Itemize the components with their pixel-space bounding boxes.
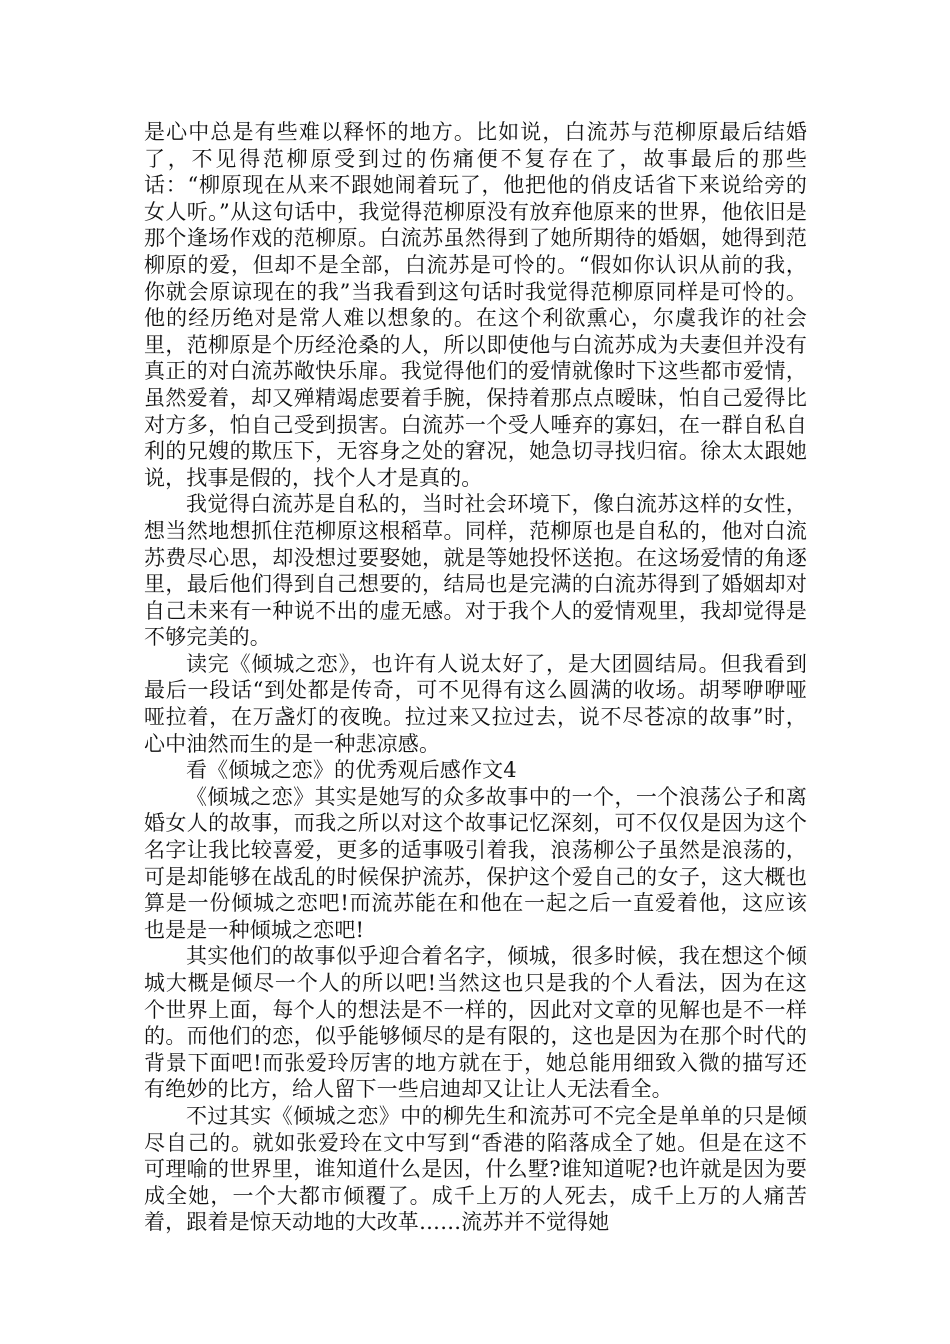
section-heading: 看《倾城之恋》的优秀观后感作文4	[186, 758, 517, 783]
paragraph-2: 我觉得白流苏是自私的，当时社会环境下，像白流苏这样的女性，想当然地想抓住范柳原这根稻草。同样，范柳原也是自私的，他对白流苏费尽心思，却没想过要娶她，就是等她投怀送抱。在这场爱情的角逐里，最后他们得到自己想要的，结局也是完满的白流苏得到了婚姻却对自己未来有一种说不出的虚无感。对于我个人的爱情观里，我却觉得是不够完美的。	[144, 492, 807, 650]
paragraph-3: 读完《倾城之恋》，也许有人说太好了，是大团圆结局。但我看到最后一段话“到处都是传奇，可不见得有这么圆满的收场。胡琴咿咿哑哑拉着，在万盏灯的夜晚。拉过来又拉过去，说不尽苍凉的故事”时，心中油然而生的是一种悲凉感。	[144, 651, 807, 756]
paragraph-6: 不过其实《倾城之恋》中的柳先生和流苏可不完全是单单的只是倾尽自己的。就如张爱玲在文中写到“香港的陷落成全了她。但是在这不可理喻的世界里，谁知道什么是因，什么墅?谁知道呢?也许就是因为要成全她，一个大都市倾覆了。成千上万的人死去，成千上万的人痛苦着，跟着是惊天动地的大改革……流苏并不觉得她	[144, 1103, 807, 1235]
document-body	[144, 119, 807, 1236]
paragraph-5: 其实他们的故事似乎迎合着名字，倾城，很多时候，我在想这个倾城大概是倾尽一个人的所以吧!当然这也只是我的个人看法，因为在这个世界上面，每个人的想法是不一样的，因此对文章的见解也是不一样的。而他们的恋，似乎能够倾尽的是有限的，这也是因为在那个时代的背景下面吧!而张爱玲厉害的地方就在于，她总能用细致入微的描写还有绝妙的比方，给人留下一些启迪却又让让人无法看全。	[144, 944, 807, 1102]
paragraph-1: 是心中总是有些难以释怀的地方。比如说，白流苏与范柳原最后结婚了，不见得范柳原受到过的伤痛便不复存在了，故事最后的那些话：“柳原现在从来不跟她闹着玩了，他把他的俏皮话省下来说给旁的女人听。”从这句话中，我觉得范柳原没有放弃他原来的世界，他依旧是那个逢场作戏的范柳原。白流苏虽然得到了她所期待的婚姻，她得到范柳原的爱，但却不是全部，白流苏是可怜的。“假如你认识从前的我，你就会原谅现在的我”当我看到这句话时我觉得范柳原同样是可怜的。他的经历绝对是常人难以想象的。在这个利欲熏心，尔虞我诈的社会里，范柳原是个历经沧桑的人，所以即使他与白流苏成为夫妻但并没有真正的对白流苏敞快乐扉。我觉得他们的爱情就像时下这些都市爱情，虽然爱着，却又殚精竭虑要着手腕，保持着那点点暧昧，怕自己爱得比对方多，怕自己受到损害。白流苏一个受人唾弃的寡妇，在一群自私自利的兄嫂的欺压下，无容身之处的窘况，她急切寻找归宿。徐太太跟她说，找事是假的，找个人才是真的。	[144, 120, 807, 490]
paragraph-4: 《倾城之恋》其实是她写的众多故事中的一个，一个浪荡公子和离婚女人的故事，而我之所以对这个故事记忆深刻，可不仅仅是因为这个名字让我比较喜爱，更多的适事吸引着我，浪荡柳公子虽然是浪荡的，可是却能够在战乱的时候保护流苏，保护这个爱自己的女子，这大概也算是一份倾城之恋吧!而流苏能在和他在一起之后一直爱着他，这应该也是是一种倾城之恋吧!	[144, 784, 807, 942]
